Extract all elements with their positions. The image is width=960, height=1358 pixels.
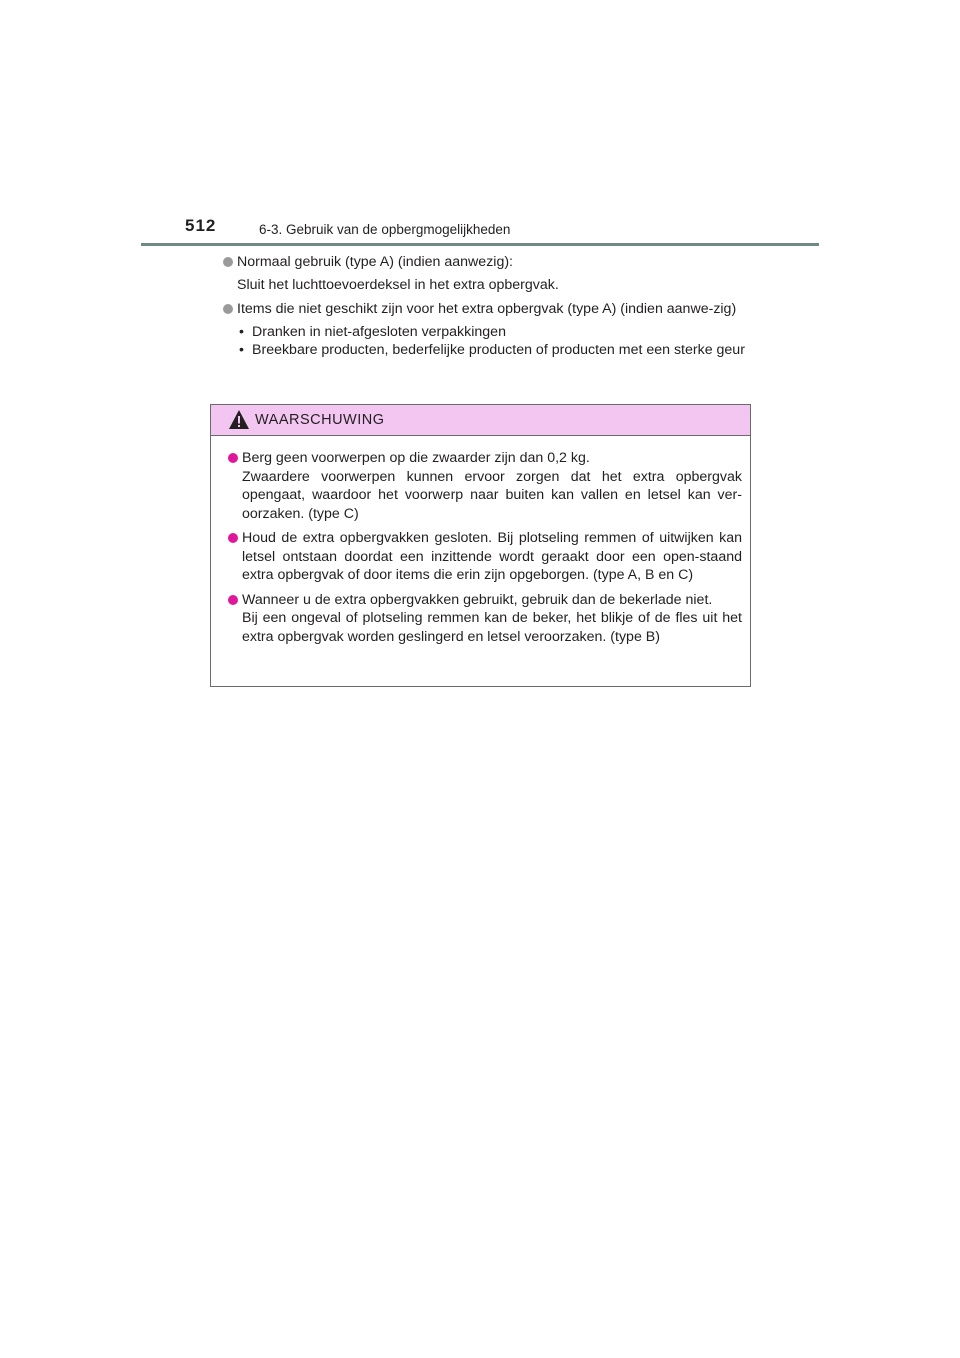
warning-text: Berg geen voorwerpen op die zwaarder zijn dan 0,2 kg.: [242, 450, 590, 466]
item-text: Sluit het luchttoevoerdeksel in het extra opbergvak.: [237, 276, 559, 293]
section-title: 6-3. Gebruik van de opbergmogelijkheden: [259, 222, 511, 237]
bullet-icon: [223, 257, 233, 267]
warning-title: WAARSCHUWING: [255, 412, 385, 428]
warning-text: Zwaardere voorwerpen kunnen ervoor zorgen dat het extra opbergvak opengaat, waardoor het voorwerp naar buiten kan vallen en letsel kan ver-oorzaken. (type C): [242, 468, 742, 522]
warning-text: Houd de extra opbergvakken gesloten. Bij plotseling remmen of uitwijken kan letsel ontstaan doordat een inzittende wordt geraakt door een open-staand extra opbergvak of door items die erin zijn opgeborgen. (type A, B en C): [242, 530, 742, 583]
warning-box: [210, 404, 751, 687]
list-item-text: Dranken in niet-afgesloten verpakkingen: [252, 323, 506, 340]
warning-text: Wanneer u de extra opbergvakken gebruikt, gebruik dan de bekerlade niet.: [242, 591, 713, 608]
list-item: [237, 341, 752, 360]
warning-item-weight: [228, 449, 742, 523]
header-divider: [141, 243, 819, 246]
bullet-icon: [228, 595, 238, 605]
list-item-text: Breekbare producten, bederfelijke producten of producten met een sterke geur: [252, 342, 745, 358]
warning-text: Bij een ongeval of plotseling remmen kan de beker, het blikje of de fles uit het extra opbergvak worden geslingerd en letsel veroorzaken. (type B): [242, 610, 742, 645]
list-item-normal-use: [222, 253, 752, 272]
item-title: Items die niet geschikt zijn voor het extra opbergvak (type A) (indien aanwe-zig): [237, 301, 737, 317]
bullet-icon: [228, 453, 238, 463]
warning-triangle-icon: [228, 409, 250, 431]
list-item-unsuitable-items: [222, 300, 752, 319]
main-content: [222, 253, 752, 360]
page-number: 512: [185, 216, 217, 235]
page-header: [0, 0, 960, 250]
unsuitable-items-list: [222, 323, 752, 360]
warning-header: [211, 405, 750, 436]
warning-item-keep-closed: [228, 529, 742, 585]
warning-body: [211, 436, 750, 646]
warning-item-cup-holder: [228, 591, 742, 647]
bullet-dot-icon: •: [239, 342, 244, 358]
bullet-icon: [223, 304, 233, 314]
item-title: Normaal gebruik (type A) (indien aanwezig):: [237, 254, 513, 270]
bullet-dot-icon: •: [239, 323, 244, 340]
bullet-icon: [228, 533, 238, 543]
list-item: [237, 323, 752, 342]
